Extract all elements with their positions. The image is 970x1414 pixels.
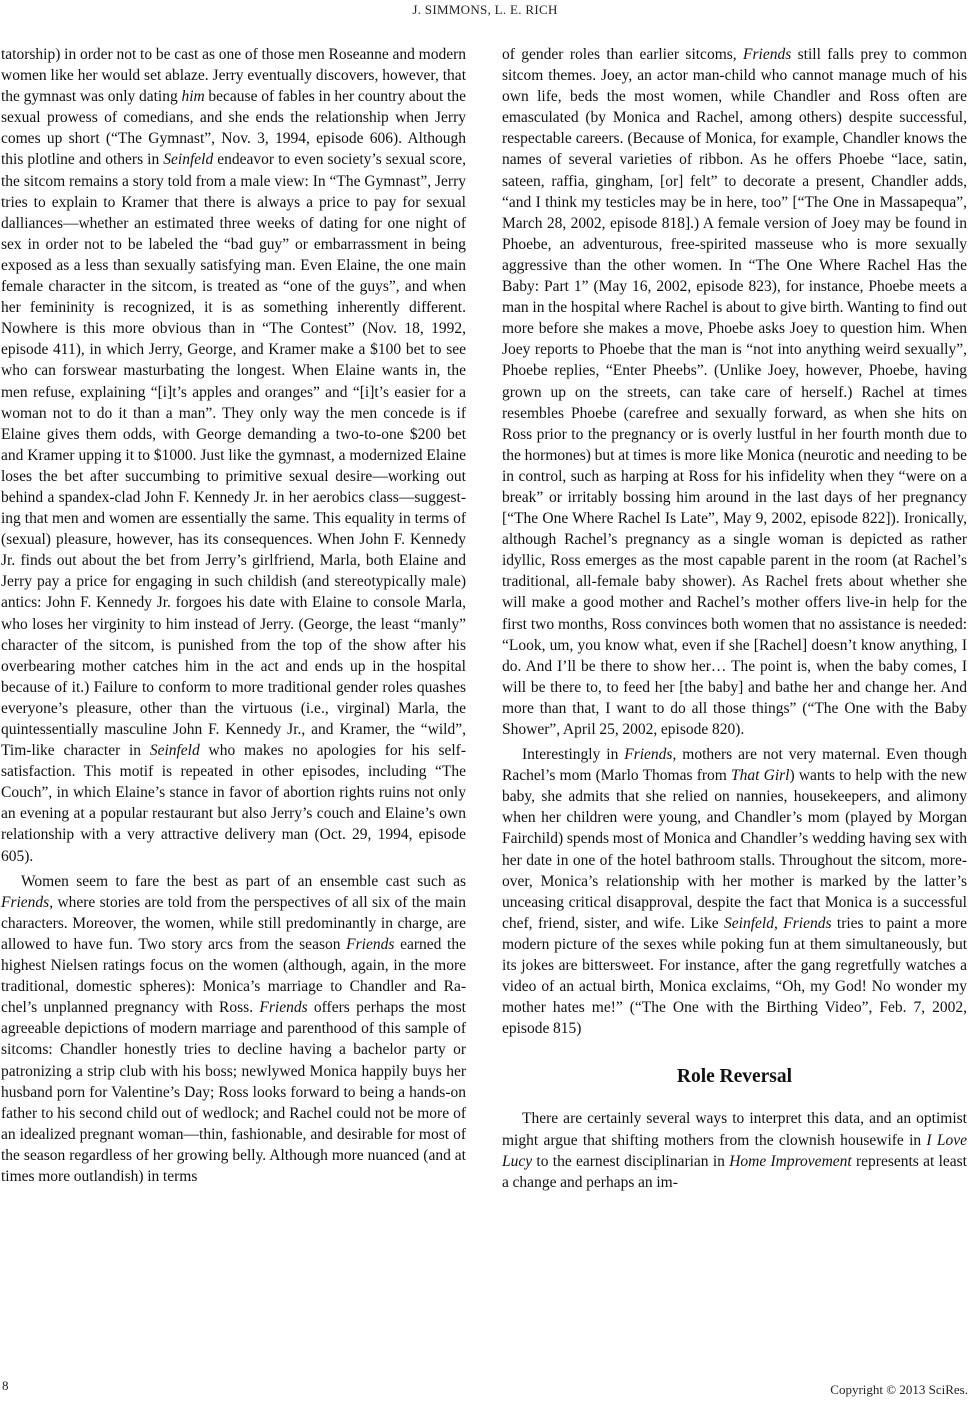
paragraph: Interestingly in Friends, mothers are not very maternal. Even though Rachel’s mom (Marlo Thomas from That Girl) wants to help with the new baby, she admits that she relied on nannies, housekeepers, and alimony when her children were young, and Chandler’s mom (played by Morgan Fairchild) spends most of Monica and Chandler’s wedding having sex with her date in one of the hotel bathroom stalls. Throughout the sitcom, moreover, Monica’s relationship with her mother is marked by the latter’s unceasing critical disapproval, despite the fact that Monica is a successful chef, friend, sister, and wife. Like Seinfeld, Friends tries to paint a more modern picture of the sexes while poking fun at them simultaneously, but its jokes are bittersweet. For instance, after the gang regretfully watches a video of an actual birth, Monica exclaims, “Oh, my God! No wonder my mother hates me!” (“The One with the Birthing Video”, Feb. 7, 2002, episode 815) (502, 746, 968, 1038)
copyright-notice: Copyright © 2013 SciRes. (830, 1382, 968, 1397)
paragraph: tatorship) in order not to be cast as one of those men Roseanne and modern women like her would set ablaze. Jerry eventually discovers, however, that the gymnast was only dating him because of fables in her country about the sexual prowess of comedians, and she ends the relationship when Jerry comes up short (“The Gymnast”, Nov. 3, 1994, episode 606). Although this plotline and others in Seinfeld endeavor to even society’s sexual score, the sitcom remains a story told from a male view: In “The Gymnast”, Jerry tries to explain to Kramer that there is always a price to pay for sexual dalliances—whether an estimated three weeks of dating for one night of sex in order not to be labeled the “bad guy” or embarrassment in being exposed as a less than sexually satisfying man. Even Elaine, the one main female character in the sitcom, is treated as “one of the guys”, and when her femininity is recognized, it is as something inherently different. Nowhere is this more obvious than in “The Contest” (Nov. 18, 1992, episode 411), in which Jerry, George, and Kramer make a $100 bet to see who can forswear masturbating the longest. When Elaine wants in, the men refuse, explaining “[i]t’s apples and oranges” and “[i]t’s easier for a woman not to do it than a man”. They only way the men concede is if Elaine gives them odds, with George demanding a two-to-one $200 bet and Kramer upping it to $1000. Just like the gymnast, a modernized Elaine loses the bet after succumbing to primitive sexual desire—working out behind a spandex-clad John F. Kennedy Jr. in her aerobics class—suggesting that men and women are essentially the same. This equality in terms of (sexual) pleasure, however, has its consequences. When John F. Kennedy Jr. finds out about the bet from Jerry’s girlfriend, Marla, both Elaine and Jerry pay a price for engaging in such childish (and stereotypically male) antics: John F. Kennedy Jr. forgoes his date with Elaine to console Marla, who loses her virginity to him instead of Jerry. (George, the least “manly” character of the sitcom, is punished from the top of the show after his overbearing mother catches him in the act and ends up in the hospital because of it.) Failure to conform to more traditional gender roles quashes everyone’s pleasure, other than the virtuous (i.e., virginal) Marla, the quintessentially masculine John F. Kennedy Jr., and Kramer, the “wild”, Tim-like character in Seinfeld who makes no apologies for his self-satisfaction. This motif is repeated in other episodes, including “The Couch”, in which Elaine’s stance in favor of abortion rights ruins not only an evening at a popular restaurant but also Jerry’s couch and Elaine’s own relationship with a very attractive delivery man (Oct. 29, 1994, episode 605). (1, 46, 466, 865)
running-head: J. SIMMONS, L. E. RICH (412, 2, 558, 17)
paragraph: There are certainly several ways to interpret this data, and an optimist might argue that shifting mothers from the clownish housewife in I Love Lucy to the earnest disciplinarian in Home Improvement represents at least a change and perhaps an im- (502, 1110, 967, 1191)
left-column (1, 44, 466, 1187)
section-heading: Role Reversal (676, 1066, 793, 1088)
page-number: 8 (2, 1378, 9, 1393)
paragraph: Women seem to fare the best as part of an ensemble cast such as Friends, where stories are told from the perspectives of all six of the main characters. Moreover, the women, while still predominantly in charge, are allowed to have fun. Two story arcs from the season Friends earned the highest Nielsen ratings focus on the women (although, again, in the more traditional, domestic spheres): Monica’s marriage to Chandler and Rachel’s unplanned pregnancy with Ross. Friends offers perhaps the most agreeable depictions of modern marriage and parenthood of this sample of sitcoms: Chandler honestly tries to decline having a bachelor party or patronizing a strip club with his boss; newlywed Monica happily buys her husband porn for Valentine’s Day; Ross looks forward to being a hands-on father to his second child out of wedlock; and Rachel could not be more of an idealized pregnant woman—thin, fashionable, and desirable for most of the season regardless of her growing belly. Although more nuanced (and at times more outlandish) in terms (1, 872, 466, 1185)
right-column (502, 44, 967, 1193)
paragraph: of gender roles than earlier sitcoms, Friends still falls prey to common sitcom themes. Joey, an actor man-child who cannot manage much of his own life, beds the most women, while Chandler and Ross often are emasculated (by Monica and Rachel, among others) despite successful, respectable careers. (Because of Monica, for example, Chandler knows the names of several varieties of ribbon. As he offers Phoebe “lace, satin, sateen, raffia, gingham, [or] felt” to decorate a present, Chandler adds, “and I think my testicles may be in here, too” [“The One in Massapequa”, March 28, 2002, episode 818].) A female version of Joey may be found in Phoebe, an adventurous, free-spirited masseuse who is more sexually aggressive than the other women. In “The One Where Rachel Has the Baby: Part 1” (May 16, 2002, episode 823), for instance, Phoebe meets a man in the hospital where Rachel is about to give birth. Wanting to find out more before she makes a move, Phoebe asks Joey to question him. When Joey reports to Phoebe that the man is “not into anything weird sexually”, Phoebe replies, “Enter Pheebs”. (Unlike Joey, however, Phoebe, having grown up on the streets, can take care of herself.) Rachel at times resembles Phoebe (carefree and sexually forward, as when she hits on Ross prior to the pregnancy or is overly lustful in her fourth month due to the hormones) but at times is more like Monica (neurotic and needing to be in control, such as harping at Ross for his infidelity when they “were on a break” or irritably bossing him around in the last days of her pregnancy [“The One Where Rachel Is Late”, May 9, 2002, episode 822]). Ironically, although Rachel’s pregnancy as a single woman is depicted as rather idyllic, Ross emerges as the most capable parent in the room (at Rachel’s traditional, all-female baby shower). As Rachel frets about whether she will make a good mother and Rachel’s mother offers live-in help for the first two months, Ross convinces both women that no assistance is needed: “Look, um, you know what, even if she [Rachel] doesn’t know anything, I do. And I’ll be there to show her… The point is, when the baby comes, I will be there to, to feed her [the baby] and bathe her and change her. And more than that, I want to do all those things” (“The One with the Baby Shower”, April 25, 2002, episode 820). (502, 46, 967, 738)
